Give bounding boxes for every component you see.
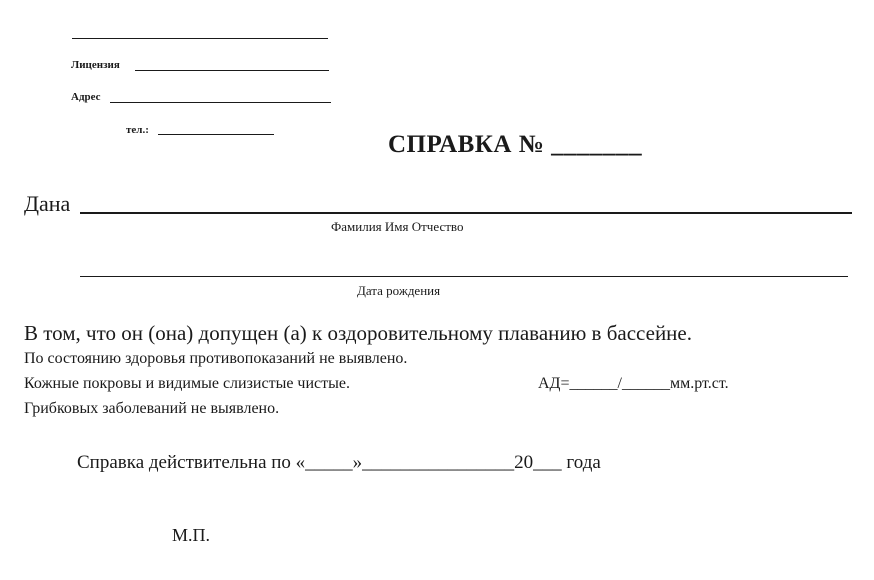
license-field[interactable]: [135, 70, 329, 71]
page-title: [388, 131, 642, 159]
fio-caption: Фамилия Имя Отчество: [331, 219, 464, 234]
dob-caption: Дата рождения: [357, 283, 441, 298]
main-statement: В том, что он (она) допущен (а) к оздоровительному плаванию в бассейне.: [24, 321, 692, 345]
address-label: Адрес: [71, 91, 101, 103]
validity-text: Справка действительна по «_____»________________20___ года: [77, 452, 601, 473]
body-line-1: По состоянию здоровья противопоказаний не выявлено.: [24, 350, 408, 367]
header-top-line: [72, 38, 328, 39]
phone-field[interactable]: [158, 134, 274, 135]
body-line-3: Грибковых заболеваний не выявлено.: [24, 400, 280, 417]
issued-label: Дана: [24, 191, 71, 216]
blood-pressure-field[interactable]: АД=______/______мм.рт.ст.: [538, 375, 729, 392]
stamp-label: М.П.: [172, 525, 211, 545]
body-line-2: Кожные покровы и видимые слизистые чистые.: [24, 375, 350, 392]
title-number-field[interactable]: _______: [551, 131, 643, 158]
title-text: СПРАВКА №: [388, 131, 545, 158]
address-field[interactable]: [110, 102, 331, 103]
phone-label: тел.:: [126, 124, 149, 136]
fio-field[interactable]: [80, 212, 852, 214]
license-label: Лицензия: [71, 59, 120, 71]
dob-field[interactable]: [80, 276, 848, 277]
